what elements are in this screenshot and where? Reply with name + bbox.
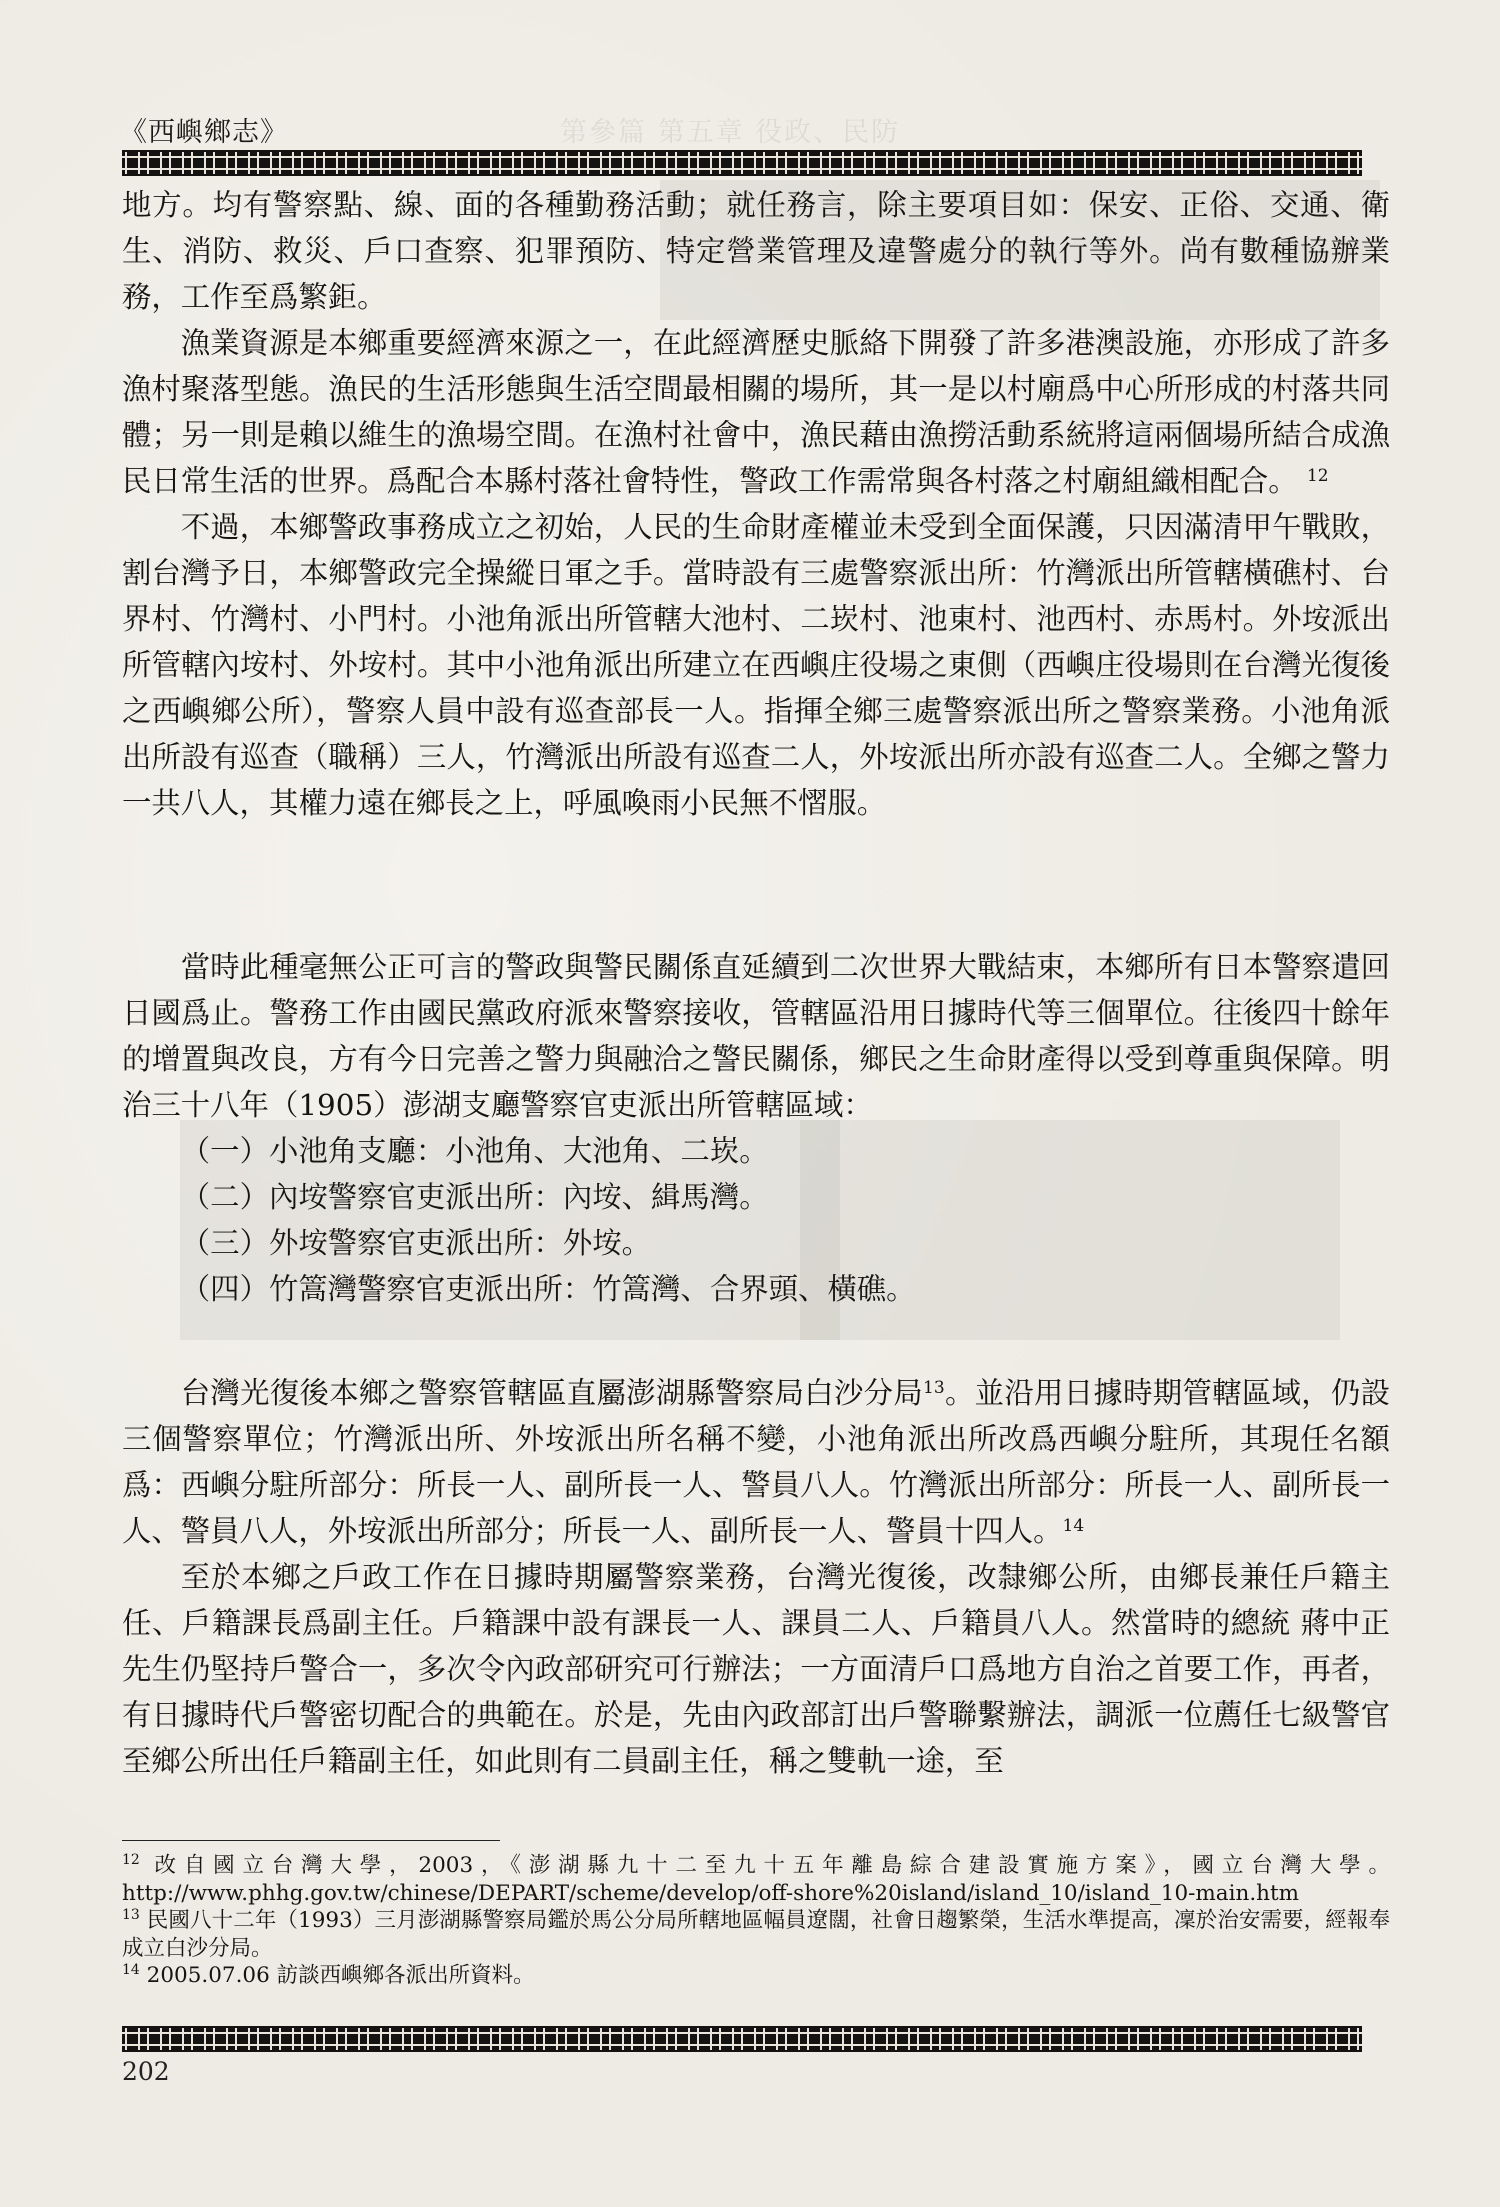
footnote-text: 2005.07.06 訪談西嶼鄉各派出所資料。 bbox=[146, 1963, 535, 1988]
footnote-ref-14[interactable]: 14 bbox=[1062, 1516, 1085, 1536]
list-item: （三）外垵警察官吏派出所：外垵。 bbox=[180, 1226, 652, 1260]
footnote-text: 改自國立台灣大學，2003，《澎湖縣九十二至九十五年離島綜合建設實施方案》，國立台灣大學。http://www.phhg.gov.tw/chinese/DEPART/scheme/develop/off-shore%20island/island_10/island_10-main.htm bbox=[122, 1853, 1390, 1906]
footnote-14 bbox=[122, 1962, 1390, 1990]
list-item: （二）內垵警察官吏派出所：內垵、緝馬灣。 bbox=[180, 1180, 769, 1214]
body-text-3 bbox=[122, 1370, 1390, 1784]
page-number: 202 bbox=[122, 2057, 170, 2086]
paragraph-5-text-b: 。並沿用日據時期管轄區域，仍設三個警察單位；竹灣派出所、外垵派出所名稱不變，小池角派出所改爲西嶼分駐所，其現任名額爲：西嶼分駐所部分：所長一人、副所長一人、警員八人。竹灣派出所部分：所長一人、副所長一人、警員八人，外垵派出所部分；所長一人、副所長一人、警員十四人。 bbox=[122, 1376, 1391, 1548]
footnote-number: 12 bbox=[122, 1852, 140, 1868]
paragraph-6: 至於本鄉之戶政工作在日據時期屬警察業務，台灣光復後，改隸鄉公所，由鄉長兼任戶籍主任、戶籍課長爲副主任。戶籍課中設有課長一人、課員二人、戶籍員八人。然當時的總統 蔣中正先生仍堅持戶警合一，多次令內政部研究可行辦法；一方面清戶口爲地方自治之首要工作，再者，有日據時代戶警密切配合的典範在。於是，先由內政部訂出戶警聯繫辦法，調派一位薦任七級警官至鄉公所出任戶籍副主任，如此則有二員副主任，稱之雙軌一途，至 bbox=[122, 1560, 1390, 1778]
top-greek-key-border bbox=[122, 150, 1362, 176]
footnote-number: 14 bbox=[122, 1962, 140, 1978]
bottom-greek-key-border bbox=[122, 2026, 1362, 2052]
paragraph-3: 不過，本鄉警政事務成立之初始，人民的生命財產權並未受到全面保護，只因滿清甲午戰敗，割台灣予日，本鄉警政完全操縱日軍之手。當時設有三處警察派出所：竹灣派出所管轄橫礁村、台界村、竹灣村、小門村。小池角派出所管轄大池村、二崁村、池東村、池西村、赤馬村。外垵派出所管轄內垵村、外垵村。其中小池角派出所建立在西嶼庄役場之東側（西嶼庄役場則在台灣光復後之西嶼鄉公所），警察人員中設有巡查部長一人。指揮全鄉三處警察派出所之警察業務。小池角派出所設有巡查（職稱）三人，竹灣派出所設有巡查二人，外垵派出所亦設有巡查二人。全鄉之警力一共八人，其權力遠在鄉長之上，呼風喚雨小民無不慴服。 bbox=[122, 510, 1390, 820]
running-header-title: 《西嶼鄉志》 bbox=[120, 117, 288, 148]
footnote-ref-12[interactable]: 12 bbox=[1306, 466, 1329, 486]
paragraph-4: 當時此種毫無公正可言的警政與警民關係直延續到二次世界大戰結束，本鄉所有日本警察遣回日國爲止。警務工作由國民黨政府派來警察接收，管轄區沿用日據時代等三個單位。往後四十餘年的增置與改良，方有今日完善之警力與融洽之警民關係，鄉民之生命財產得以受到尊重與保障。明治三十八年（1905）澎湖支廳警察官吏派出所管轄區域： bbox=[122, 950, 1390, 1122]
footnote-12 bbox=[122, 1852, 1390, 1907]
footnote-13 bbox=[122, 1907, 1390, 1962]
paragraph-5-text-a: 台灣光復後本鄉之警察管轄區直屬澎湖縣警察局白沙分局 bbox=[180, 1376, 924, 1410]
paragraph-1: 地方。均有警察點、線、面的各種勤務活動；就任務言，除主要項目如：保安、正俗、交通、衛生、消防、救災、戶口查察、犯罪預防、特定營業管理及違警處分的執行等外。尚有數種協辦業務，工作至爲繁鉅。 bbox=[122, 188, 1390, 314]
footnotes bbox=[122, 1852, 1390, 1990]
list-item: （四）竹篙灣警察官吏派出所：竹篙灣、合界頭、橫礁。 bbox=[180, 1272, 916, 1306]
footnote-ref-13[interactable]: 13 bbox=[923, 1378, 945, 1398]
paragraph-2 bbox=[122, 320, 1390, 504]
paragraph-2-text: 漁業資源是本鄉重要經濟來源之一，在此經濟歷史脈絡下開發了許多港澳設施，亦形成了許多漁村聚落型態。漁民的生活形態與生活空間最相關的場所，其一是以村廟爲中心所形成的村落共同體；另一則是賴以維生的漁場空間。在漁村社會中，漁民藉由漁撈活動系統將這兩個場所結合成漁民日常生活的世界。爲配合本縣村落社會特性，警政工作需常與各村落之村廟組織相配合。 bbox=[122, 326, 1390, 498]
body-text-2 bbox=[122, 944, 1390, 1312]
footnote-text: 民國八十二年（1993）三月澎湖縣警察局鑑於馬公分局所轄地區幅員遼闊，社會日趨繁榮，生活水準提高，凜於治安需要，經報奉成立白沙分局。 bbox=[122, 1908, 1390, 1961]
body-text bbox=[122, 182, 1390, 826]
bleed-through-header: 第參篇 第五章 役政、民防 bbox=[560, 117, 901, 148]
list-item: （一）小池角支廳：小池角、大池角、二崁。 bbox=[180, 1134, 769, 1168]
footnote-number: 13 bbox=[122, 1907, 140, 1923]
footnote-divider bbox=[122, 1840, 500, 1841]
paragraph-5 bbox=[122, 1370, 1390, 1554]
